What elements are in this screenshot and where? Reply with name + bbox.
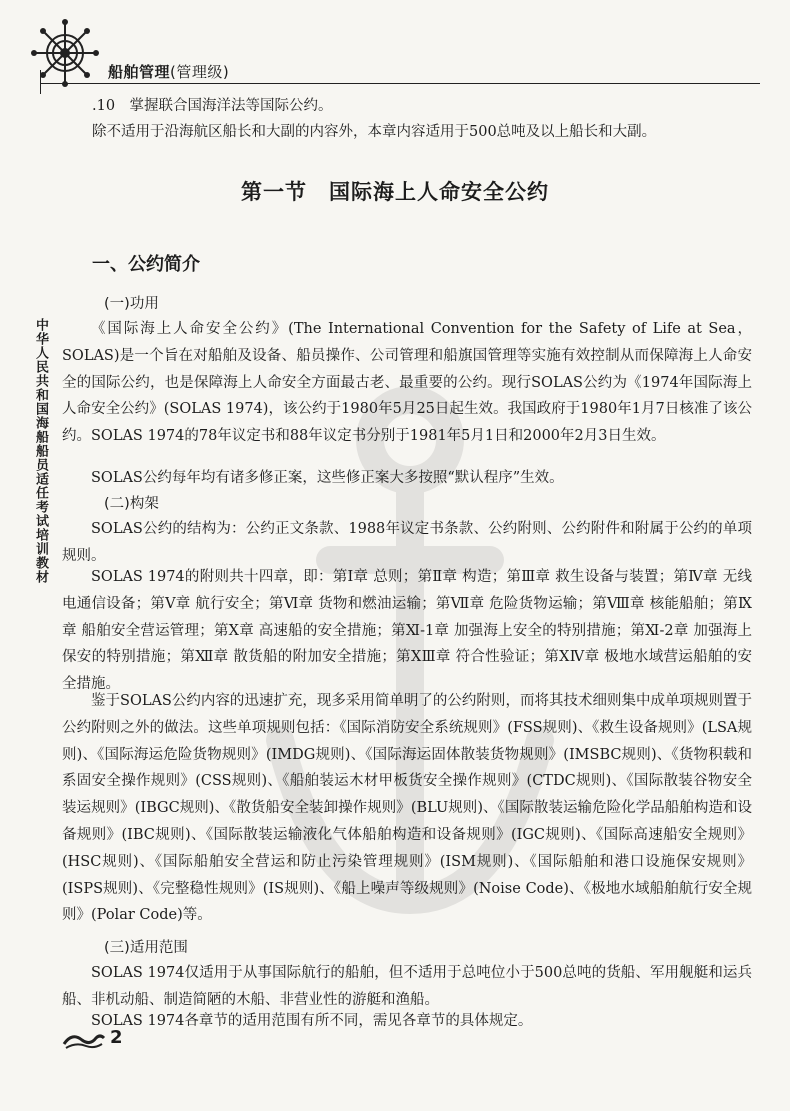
heading-overview: 一、公约简介	[92, 254, 200, 275]
book-title: 船舶管理	[108, 63, 171, 81]
scope-paragraph-2: SOLAS 1974各章节的适用范围有所不同，需见各章节的具体规定。	[91, 1013, 533, 1029]
header-title	[108, 61, 229, 82]
scope-note: 除不适用于沿海航区船长和大副的内容外，本章内容适用于500总吨及以上船长和大副。	[92, 124, 657, 140]
objective-item-10: .10 掌握联合国海洋法等国际公约。	[92, 98, 333, 114]
heading-scope: (三)适用范围	[104, 940, 188, 956]
function-paragraph-2: SOLAS公约每年均有诸多修正案，这些修正案大多按照“默认程序”生效。	[91, 470, 564, 486]
heading-structure: (二)构架	[104, 496, 159, 512]
side-label: 中华人民共和国海船船员适任考试培训教材	[33, 318, 48, 584]
scope-paragraph-1: SOLAS 1974仅适用于从事国际航行的船舶，但不适用于总吨位小于500总吨的货船、军用舰艇和运兵船、非机动船、制造简陋的木船、非营业性的游艇和渔船。	[62, 965, 752, 1008]
book-level: (管理级)	[170, 63, 230, 81]
header-rule-vertical	[40, 70, 41, 94]
header-rule	[40, 83, 760, 84]
structure-paragraph-2: SOLAS 1974的附则共十四章，即：第Ⅰ章 总则；第Ⅱ章 构造；第Ⅲ章 救生设备与装置；第Ⅳ章 无线电通信设备；第Ⅴ章 航行安全；第Ⅵ章 货物和燃油运输；第Ⅶ章 危险货物运输；第Ⅷ章 核能船舶；第Ⅸ章 船舶安全营运管理；第Ⅹ章 高速船的安全措施；第Ⅺ-1章 加强海上安全的特别措施；第Ⅺ-2章 加强海上保安的特别措施；第Ⅻ章 散货船的附加安全措施；第ⅩⅢ章 符合性验证；第ⅩⅣ章 极地水域营运船舶的安全措施。	[62, 569, 752, 693]
function-paragraph-1: 《国际海上人命安全公约》(The International Convention for the Safety of Life at Sea，SOLAS)是一个旨在对船舶及设备、船员操作、公司管理和船旗国管理等实施有效控制从而保障海上人命安全的国际公约，也是保障海上人命安全方面最古老、最重要的公约。现行SOLAS公约为《1974年国际海上人命安全公约》(SOLAS 1974)，该公约于1980年5月25日起生效。我国政府于1980年1月7日核准了该公约。SOLAS 1974的78年议定书和88年议定书分别于1981年5月1日和2000年2月3日生效。	[62, 321, 752, 445]
page-number: 2	[110, 1027, 123, 1048]
section-title: 第一节 国际海上人命安全公约	[241, 180, 549, 204]
structure-paragraph-1: SOLAS公约的结构为：公约正文条款、1988年议定书条款、公约附则、公约附件和附属于公约的单项规则。	[62, 521, 752, 564]
structure-paragraph-3: 鉴于SOLAS公约内容的迅速扩充，现多采用简单明了的公约附则，而将其技术细则集中成单项规则置于公约附则之外的做法。这些单项规则包括：《国际消防安全系统规则》(FSS规则)、《救生设备规则》(LSA规则)、《国际海运危险货物规则》(IMDG规则)、《国际海运固体散装货物规则》(IMSBC规则)、《货物积载和系固安全操作规则》(CSS规则)、《船舶装运木材甲板货安全操作规则》(CTDC规则)、《国际散装谷物安全装运规则》(IBGC规则)、《散货船安全装卸操作规则》(BLU规则)、《国际散装运输危险化学品船舶构造和设备规则》(IBC规则)、《国际散装运输液化气体船舶构造和设备规则》(IGC规则)、《国际高速船安全规则》(HSC规则)、《国际船舶安全营运和防止污染管理规则》(ISM规则)、《国际船舶和港口设施保安规则》(ISPS规则)、《完整稳性规则》(IS规则)、《船上噪声等级规则》(Noise Code)、《极地水域船舶航行安全规则》(Polar Code)等。	[62, 693, 752, 924]
heading-function: (一)功用	[104, 296, 159, 312]
wave-icon	[62, 1030, 106, 1050]
